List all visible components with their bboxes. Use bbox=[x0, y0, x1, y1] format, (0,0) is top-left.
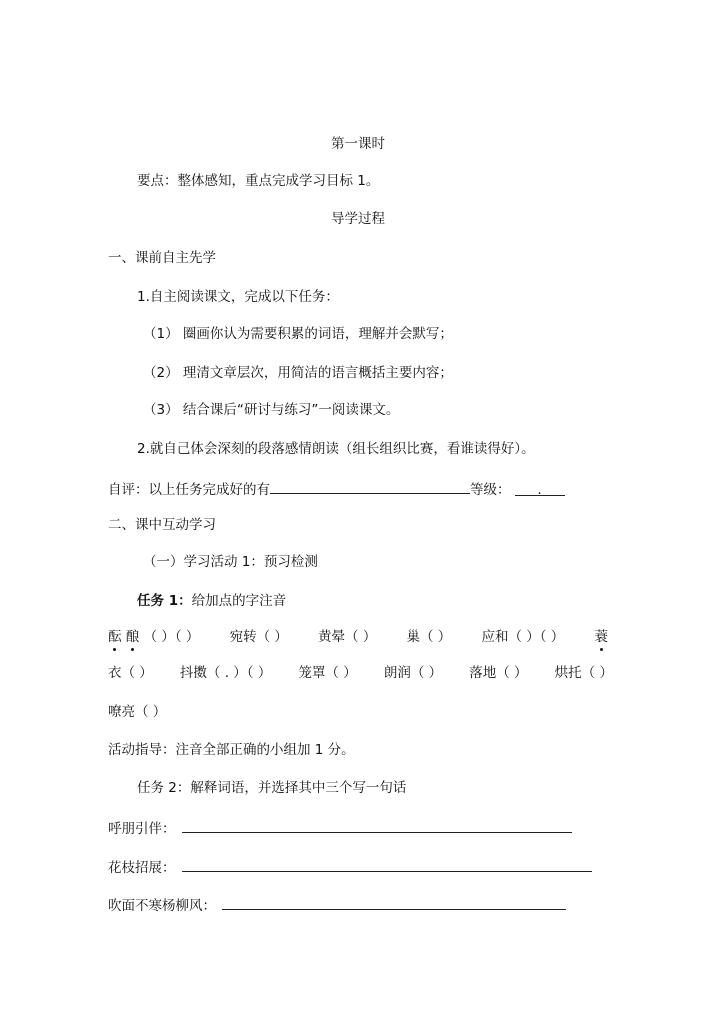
answer-blank[interactable] bbox=[182, 818, 572, 833]
pinyin-item: 朗润（ ） bbox=[383, 665, 443, 681]
task-1-label: 任务 1： bbox=[137, 593, 192, 609]
activity-guide: 活动指导：注音全部正确的小组加 1 分。 bbox=[108, 742, 355, 758]
pinyin-item: 应和（ ）（ ） bbox=[481, 629, 565, 645]
task-item-1: 1.自主阅读课文，完成以下任务： bbox=[137, 289, 339, 305]
grade-blank[interactable]: . bbox=[515, 481, 565, 496]
lesson-title: 第一课时 bbox=[331, 136, 385, 152]
section2-heading: 二、课中互动学习 bbox=[108, 517, 216, 533]
pinyin-row-2 bbox=[108, 664, 613, 682]
task-item-2: 2.就自己体会深刻的段落感情朗读（组长组织比赛，看谁读得好）。 bbox=[137, 441, 535, 457]
word-line-1 bbox=[108, 818, 572, 838]
word-label: 呼朋引伴： bbox=[108, 821, 176, 837]
pinyin-item: 衣（ ） bbox=[108, 665, 153, 681]
pinyin-item: 落地（ ） bbox=[469, 665, 528, 681]
self-eval-label: 自评：以上任务完成好的有 bbox=[108, 482, 270, 498]
section1-heading: 一、课前自主先学 bbox=[108, 250, 216, 266]
answer-blank[interactable] bbox=[182, 857, 592, 872]
pinyin-item: 烘托（ ） bbox=[554, 665, 613, 681]
activity-1-title: （一）学习活动 1：预习检测 bbox=[143, 554, 318, 570]
pinyin-row-3: 嘹亮（ ） bbox=[108, 704, 167, 720]
task-1-text: 给加点的字注音 bbox=[191, 593, 287, 609]
pinyin-row-1 bbox=[108, 628, 608, 646]
answer-blank[interactable] bbox=[222, 895, 566, 910]
word-label: 花枝招展： bbox=[108, 860, 176, 876]
self-eval-blank[interactable] bbox=[270, 479, 470, 494]
pinyin-item: 笼罩（ ） bbox=[298, 665, 357, 681]
pinyin-item: 酝 酿 （ ）（ ） bbox=[108, 628, 199, 646]
self-eval-line bbox=[108, 479, 565, 499]
key-points: 要点：整体感知，重点完成学习目标 1。 bbox=[137, 173, 380, 189]
task-1-line bbox=[137, 592, 286, 610]
pinyin-item: 蓑 bbox=[594, 628, 608, 646]
subtask-2: （2） 理清文章层次，用简洁的语言概括主要内容； bbox=[143, 365, 453, 381]
task-2-title: 任务 2：解释词语，并选择其中三个写一句话 bbox=[137, 780, 407, 796]
word-label: 吹面不寒杨柳风： bbox=[108, 898, 216, 914]
grade-label: 等级： bbox=[470, 482, 511, 498]
pinyin-item: 黄晕（ ） bbox=[318, 629, 377, 645]
word-line-2 bbox=[108, 857, 592, 877]
pinyin-item: 抖擞（ . ）（ ） bbox=[179, 665, 272, 681]
word-line-3 bbox=[108, 895, 566, 915]
pinyin-item: 巢（ ） bbox=[406, 629, 452, 645]
subtask-3: （3） 结合课后“研讨与练习”一阅读课文。 bbox=[143, 402, 400, 418]
pinyin-item: 宛转（ ） bbox=[229, 629, 288, 645]
process-title: 导学过程 bbox=[331, 211, 385, 227]
subtask-1: （1） 圈画你认为需要积累的词语，理解并会默写； bbox=[143, 326, 453, 342]
